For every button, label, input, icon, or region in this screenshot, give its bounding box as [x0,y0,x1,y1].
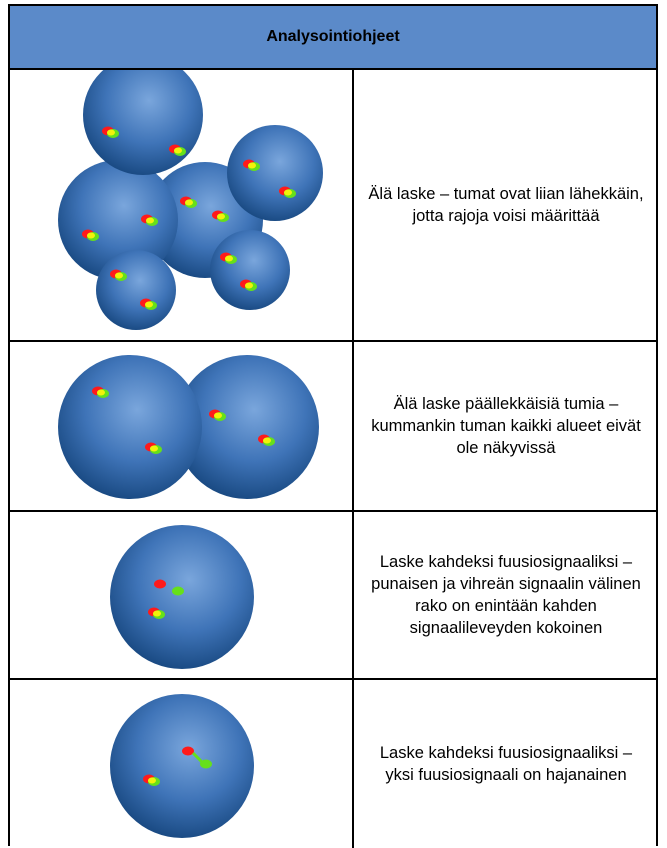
instruction-text: Laske kahdeksi fuusiosignaaliksi – punaisen ja vihreän signaalin välinen rako on enintään kahden signaalileveyden kokoinen [371,553,641,637]
table-header [10,6,656,70]
green-signal [172,587,184,596]
instruction-cell [356,70,656,340]
table-row-diffuse-signal [10,680,656,848]
instruction-text: Älä laske päällekkäisiä tumia – kummankin tuman kaikki alueet eivät ole näkyvissä [371,395,641,457]
instruction-text: Älä laske – tumat ovat liian lähekkäin, jotta rajoja voisi määrittää [368,185,644,225]
red-signal [154,580,166,589]
nucleus [227,125,323,221]
nucleus [58,355,202,499]
nucleus [96,250,176,330]
nucleus [210,230,290,310]
table-row-split-signal-gap [10,512,656,680]
split-signal-gap-illustration [10,512,354,678]
instruction-cell [356,342,656,510]
instruction-cell [356,680,656,848]
overlapping-nuclei-illustration [10,342,354,510]
table-title: Analysointiohjeet [266,28,400,45]
table-row-close-nuclei [10,70,656,342]
nucleus [110,525,254,669]
nucleus [110,694,254,838]
instruction-text: Laske kahdeksi fuusiosignaaliksi – yksi fuusiosignaali on hajanainen [379,744,633,784]
analysis-guidelines-table [8,4,658,846]
nucleus [83,70,203,175]
table-row-overlapping-nuclei [10,342,656,512]
instruction-cell [356,512,656,678]
close-nuclei-illustration [10,70,354,340]
diffuse-signal-illustration [10,680,354,848]
green-signal [200,760,212,769]
